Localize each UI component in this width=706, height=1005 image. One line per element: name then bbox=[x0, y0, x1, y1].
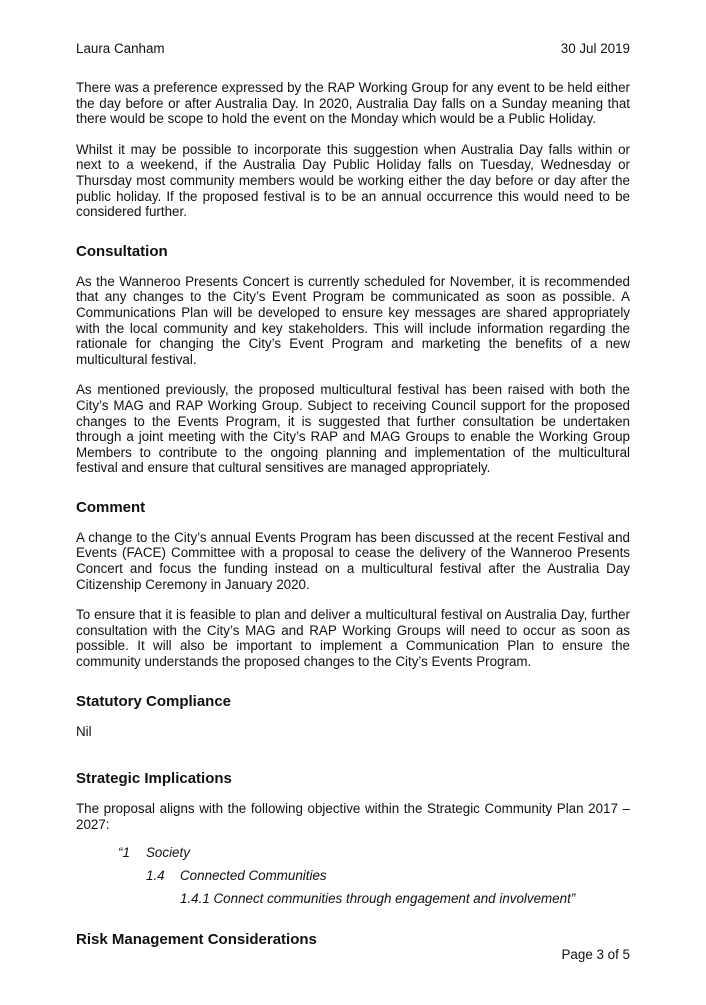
list-item-text: Connected Communities bbox=[180, 868, 327, 883]
paragraph-weekend: Whilst it may be possible to incorporate this suggestion when Australia Day falls within or next to a weekend, if the Australia Day Public Holiday falls on Tuesday, Wednesday or Thursday most community members would be working either the day before or day after the public holiday. If the proposed festival is to be an annual occurrence this would need to be considered further. bbox=[76, 141, 630, 220]
paragraph-consultation-1: As the Wanneroo Presents Concert is currently scheduled for November, it is recommended that any changes to the City’s Event Program be communicated as soon as possible. A Communications Plan will be developed to ensure key messages are shared appropriately with the local community and key stakeholders. This will include information regarding the rationale for changing the City’s Event Program and marketing the benefits of a new multicultural festival. bbox=[76, 273, 630, 367]
list-item bbox=[76, 891, 630, 907]
list-item-number: 1.4 bbox=[146, 868, 165, 883]
heading-consultation: Consultation bbox=[76, 242, 168, 260]
list-item-text: Society bbox=[146, 845, 190, 861]
header-author: Laura Canham bbox=[76, 41, 165, 56]
strategic-objective-list bbox=[76, 845, 630, 906]
list-item bbox=[76, 868, 630, 884]
page-number: Page 3 of 5 bbox=[561, 947, 630, 962]
paragraph-comment-2: To ensure that it is feasible to plan and deliver a multicultural festival on Australia Day, further consultation with the City’s MAG and RAP Working Groups will need to occur as soon as possible. It will also be important to implement a Communication Plan to ensure the community understands the proposed changes to the City’s Events Program. bbox=[76, 607, 630, 670]
strategic-intro: The proposal aligns with the following objective within the Strategic Community Plan 2017 – 2027: bbox=[76, 801, 630, 832]
list-item-number: “1 bbox=[118, 845, 130, 861]
paragraph-preference: There was a preference expressed by the RAP Working Group for any event to be held either the day before or after Australia Day. In 2020, Australia Day falls on a Sunday meaning that there would be scope to hold the event on the Monday which would be a Public Holiday. bbox=[76, 80, 630, 127]
list-item bbox=[76, 845, 630, 861]
document-page bbox=[76, 40, 630, 962]
heading-strategic-implications: Strategic Implications bbox=[76, 770, 232, 788]
heading-comment: Comment bbox=[76, 498, 146, 516]
list-item-text: 1.4.1 Connect communities through engagement and involvement” bbox=[180, 890, 576, 906]
page-header bbox=[76, 40, 630, 57]
paragraph-consultation-2: As mentioned previously, the proposed multicultural festival has been raised with both the City’s MAG and RAP Working Group. Subject to receiving Council support for the proposed changes to the Events Program, it is suggested that further consultation be undertaken through a joint meeting with the City’s RAP and MAG Groups to enable the Working Group Members to contribute to the ongoing planning and implementation of the multicultural festival and ensure that cultural sensitives are managed appropriately. bbox=[76, 382, 630, 476]
heading-statutory-compliance: Statutory Compliance bbox=[76, 692, 232, 710]
statutory-text: Nil bbox=[76, 723, 92, 739]
paragraph-comment-1: A change to the City’s annual Events Program has been discussed at the recent Festival and Events (FACE) Committee with a proposal to cease the delivery of the Wanneroo Presents Concert and focus the funding instead on a multicultural festival after the Australia Day Citizenship Ceremony in January 2020. bbox=[76, 529, 630, 592]
heading-risk-management: Risk Management Considerations bbox=[76, 931, 317, 949]
header-date: 30 Jul 2019 bbox=[560, 41, 630, 56]
